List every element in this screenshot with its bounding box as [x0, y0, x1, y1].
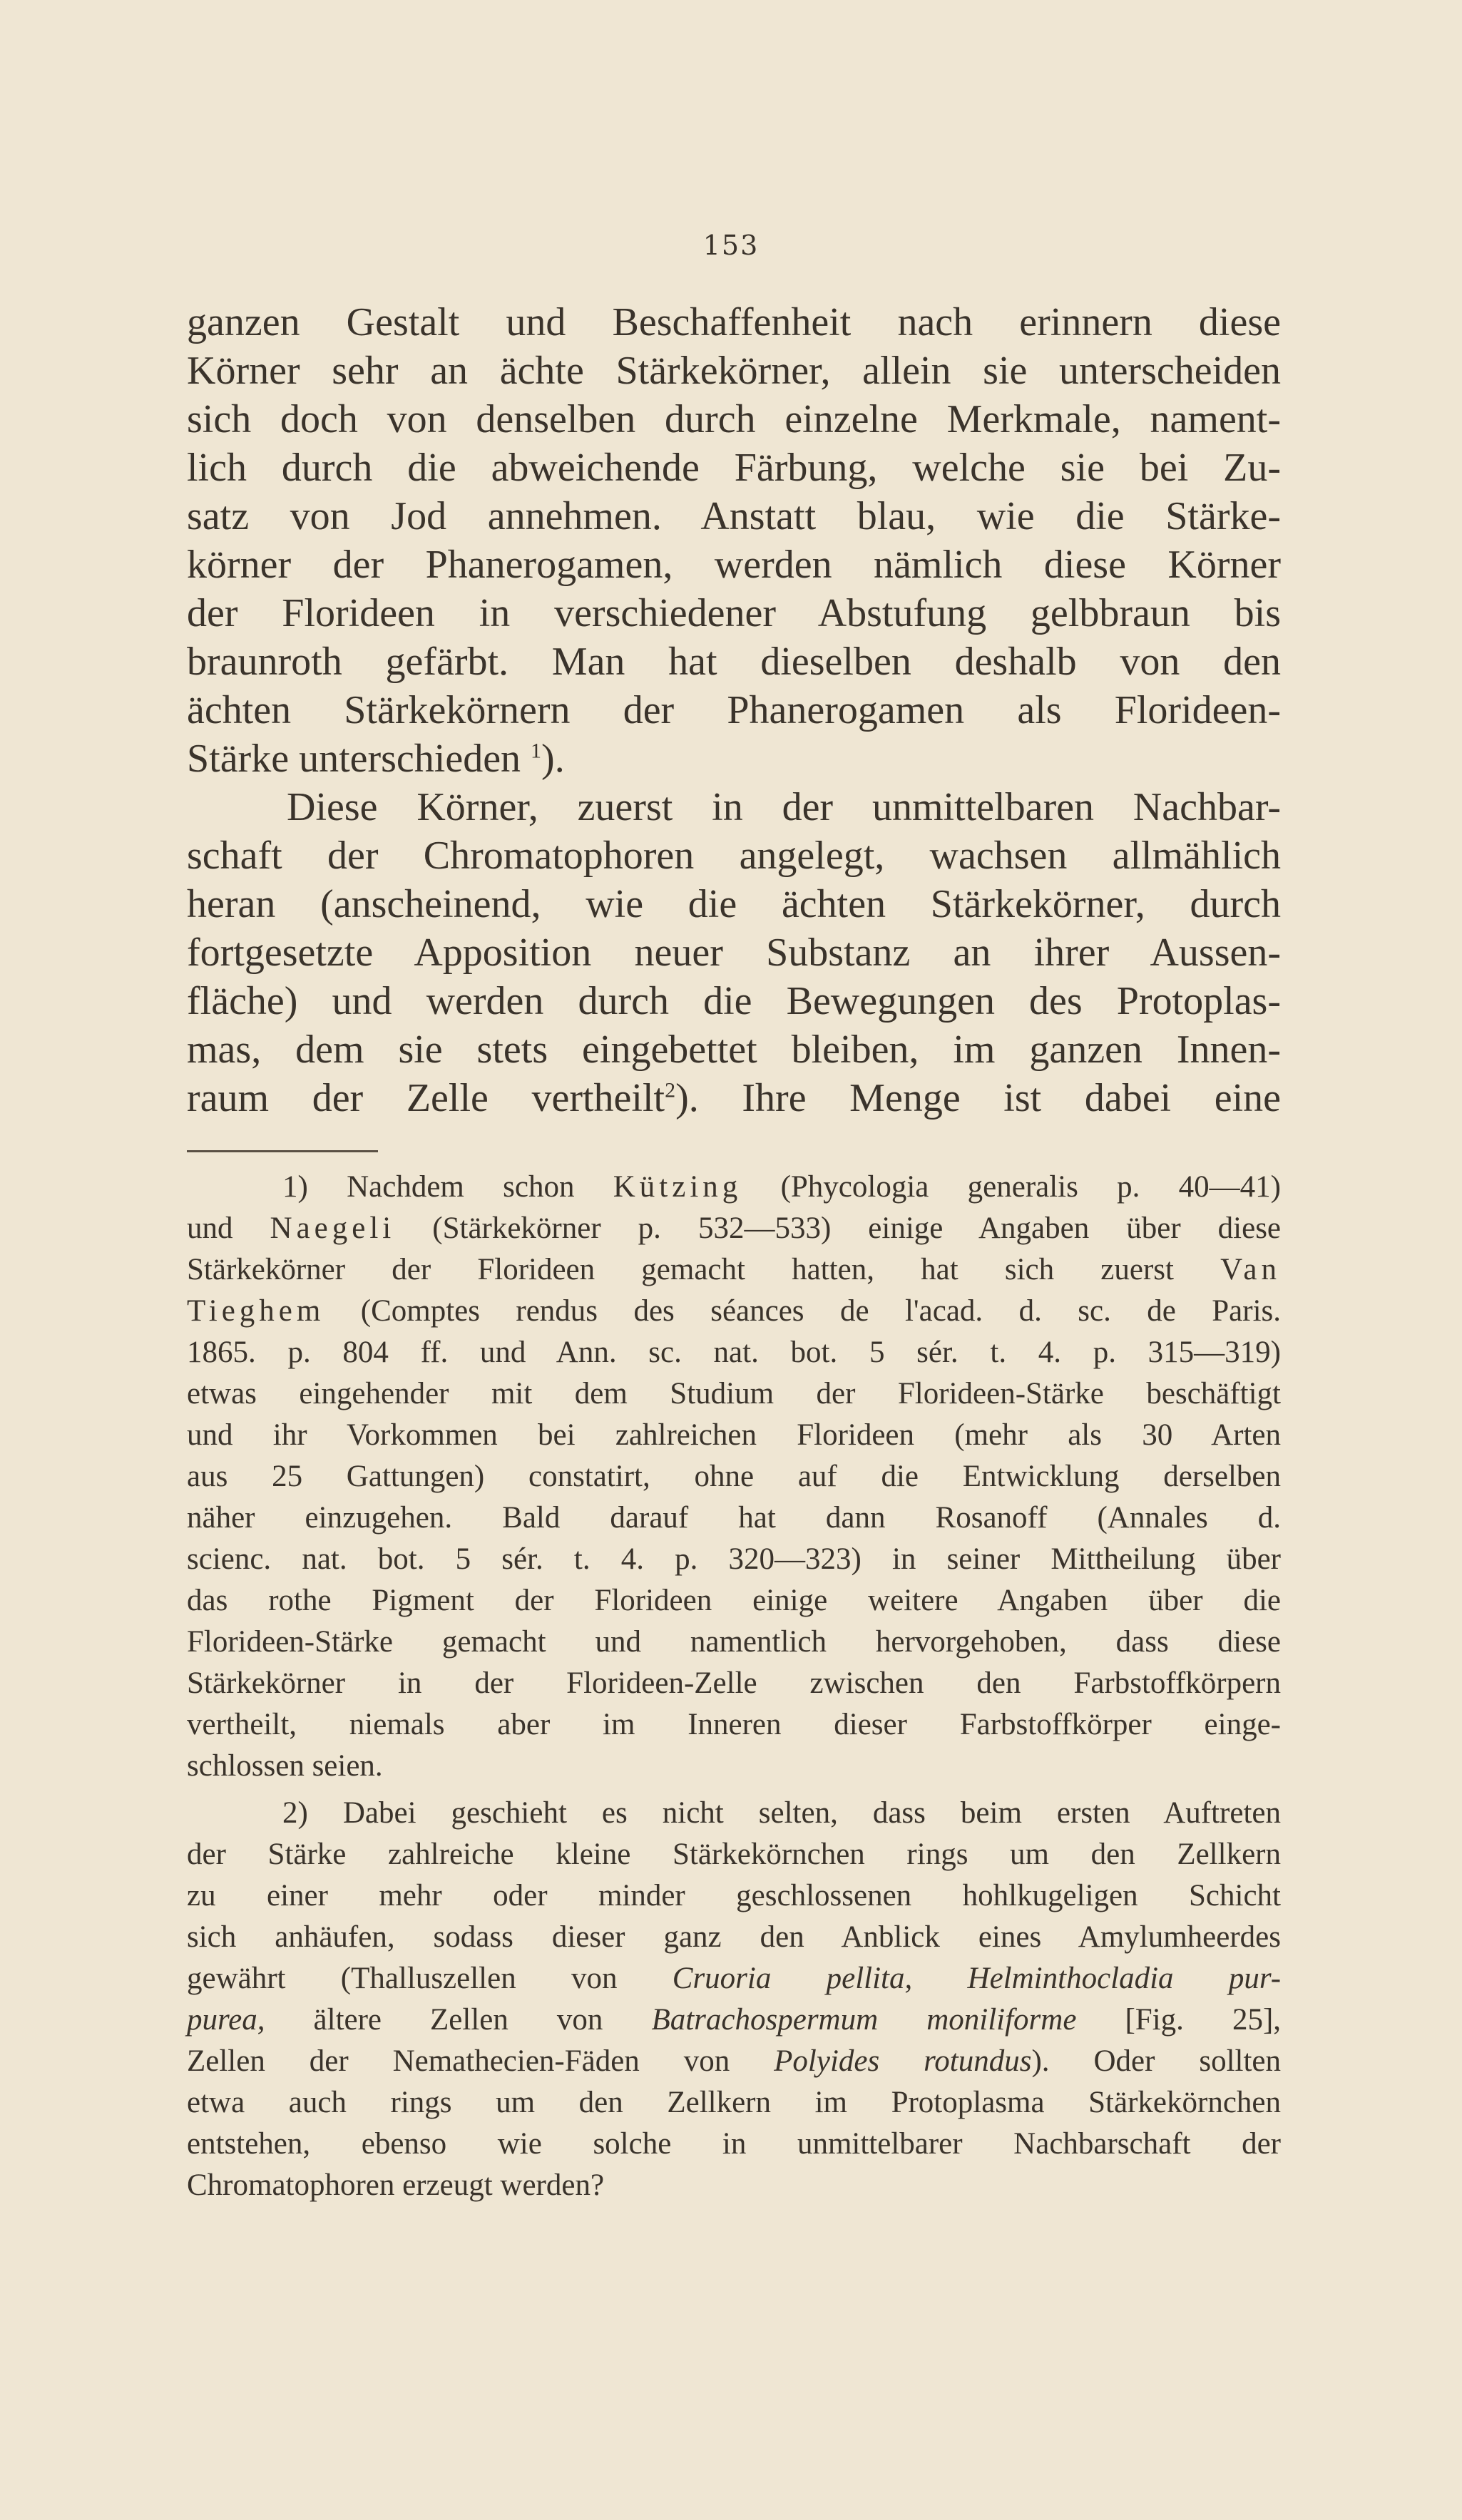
species-name: Helminthocladia pur- [967, 1962, 1282, 1995]
text-segment: [Fig. 25], [1125, 2003, 1282, 2037]
text-segment: 1) Nachdem schon [282, 1170, 575, 1204]
text-line: schaft der Chromatophoren angelegt, wachsen allmählich [187, 834, 1281, 878]
text-line: sich doch von denselben durch einzelne Merkmale, nament- [187, 397, 1281, 441]
species-name: purea, [187, 2003, 265, 2037]
text-segment: ältere Zellen von [313, 2003, 603, 2037]
text-segment: gewährt (Thalluszellen von [187, 1962, 618, 1995]
text-line: fortgesetzte Apposition neuer Substanz an ihrer Aussen- [187, 931, 1281, 975]
page-number: 153 [702, 230, 760, 261]
footnote-1-line: näher einzugehen. Bald darauf hat dann Rosanoff (Annales d. [187, 1501, 1281, 1535]
text-segment: Zellen der Nemathecien-Fäden von [187, 2044, 730, 2078]
footnote-1-line: 1865. p. 804 ff. und Ann. sc. nat. bot. 5 sér. t. 4. p. 315—319) [187, 1336, 1281, 1369]
footnote-1-line: aus 25 Gattungen) constatirt, ohne auf die Entwicklung derselben [187, 1460, 1281, 1493]
footnote-1-line: und ihr Vorkommen bei zahlreichen Florideen (mehr als 30 Arten [187, 1418, 1281, 1452]
author-name: Kützing [613, 1170, 742, 1204]
text-segment: ). Oder sollten [1031, 2044, 1281, 2078]
species-name: Cruoria pellita, [672, 1962, 913, 1995]
footnote-1-line: scienc. nat. bot. 5 sér. t. 4. p. 320—323) in seiner Mittheilung über [187, 1542, 1281, 1576]
footnote-2-line: Chromatophoren erzeugt werden? [187, 2168, 605, 2202]
text-line: braunroth gefärbt. Man hat dieselben deshalb von den [187, 640, 1281, 684]
footnote-1-line: etwas eingehender mit dem Studium der Florideen-Stärke beschäftigt [187, 1377, 1281, 1410]
footnote-2-line: 2) Dabei geschieht es nicht selten, dass beim ersten Auftreten [282, 1796, 1281, 1830]
text-segment: (Stärkekörner p. 532—533) einige Angaben über diese [432, 1212, 1282, 1245]
text-line: Diese Körner, zuerst in der unmittelbaren Nachbar- [287, 785, 1281, 829]
footnote-1-line: das rothe Pigment der Florideen einige weitere Angaben über die [187, 1584, 1281, 1617]
footnote-1-line: vertheilt, niemals aber im Inneren dieser Farbstoffkörper einge- [187, 1708, 1281, 1741]
footnote-ref-1[interactable]: 1 [531, 739, 542, 763]
species-name: Polyides rotundus [774, 2044, 1032, 2078]
text-line: ganzen Gestalt und Beschaffenheit nach erinnern diese [187, 300, 1281, 344]
text-segment: ). [541, 737, 565, 781]
text-line: Körner sehr an ächte Stärkekörner, allein sie unterscheiden [187, 349, 1281, 393]
footnote-2-line: sich anhäufen, sodass dieser ganz den Anblick eines Amylumheerdes [187, 1920, 1281, 1954]
footnote-2-line [187, 1958, 1281, 1999]
footnote-gap [187, 1787, 1281, 1793]
footnote-1-line [187, 1249, 1281, 1291]
text-segment: Ihre Menge ist dabei eine [742, 1076, 1282, 1120]
footnote-2-line: etwa auch rings um den Zellkern im Protoplasma Stärkekörnchen [187, 2086, 1281, 2119]
footnote-1-line: Florideen-Stärke gemacht und namentlich hervorgehoben, dass diese [187, 1625, 1281, 1659]
text-line: der Florideen in verschiedener Abstufung gelbbraun bis [187, 591, 1281, 635]
footnote-2-line: zu einer mehr oder minder geschlossenen hohlkugeligen Schicht [187, 1879, 1281, 1912]
footnote-1-line: schlossen seien. [187, 1749, 383, 1783]
text-segment: (Comptes rendus des séances de l'acad. d. sc. de Paris. [360, 1294, 1282, 1328]
text-line: körner der Phanerogamen, werden nämlich diese Körner [187, 543, 1281, 587]
species-name: Batrachospermum moniliforme [651, 2003, 1077, 2037]
footnote-2-line [187, 2041, 1281, 2082]
text-segment: Stärkekörner der Florideen gemacht hatten, hat sich zuerst [187, 1253, 1174, 1286]
footnote-1-line [187, 1208, 1281, 1249]
text-segment: Stärke unterschieden [187, 737, 521, 781]
text-segment: (Phycologia generalis p. 40—41) [780, 1170, 1281, 1204]
text-line: ächten Stärkekörnern der Phanerogamen als Florideen- [187, 688, 1281, 732]
text-line: fläche) und werden durch die Bewegungen des Protoplas- [187, 979, 1281, 1023]
author-name: Naegeli [270, 1212, 396, 1245]
author-name: Tieghem [187, 1294, 325, 1328]
text-line: heran (anscheinend, wie die ächten Stärkekörner, durch [187, 882, 1281, 926]
footnote-1-line [187, 1167, 1281, 1208]
text-line: lich durch die abweichende Färbung, welche sie bei Zu- [187, 446, 1281, 490]
text-line: mas, dem sie stets eingebettet bleiben, im ganzen Innen- [187, 1028, 1281, 1072]
footnote-2-line: der Stärke zahlreiche kleine Stärkekörnchen rings um den Zellkern [187, 1838, 1281, 1871]
footnote-2-line: entstehen, ebenso wie solche in unmittelbarer Nachbarschaft der [187, 2127, 1281, 2161]
footnote-separator [187, 1150, 378, 1152]
text-line [187, 734, 1281, 783]
author-name: Van [1220, 1253, 1282, 1286]
text-segment: und [187, 1212, 233, 1245]
text-line [187, 1074, 1281, 1122]
text-line: satz von Jod annehmen. Anstatt blau, wie die Stärke- [187, 494, 1281, 538]
footnote-ref-2[interactable]: 2 [665, 1078, 676, 1102]
text-segment: ). [675, 1076, 699, 1120]
footnote-1-line: Stärkekörner in der Florideen-Zelle zwischen den Farbstoffkörpern [187, 1666, 1281, 1700]
main-text [187, 298, 1281, 1122]
footnote-1-line [187, 1291, 1281, 1332]
footnotes [187, 1167, 1281, 2206]
footnote-2-line [187, 1999, 1281, 2041]
text-segment: raum der Zelle vertheilt [187, 1076, 665, 1120]
